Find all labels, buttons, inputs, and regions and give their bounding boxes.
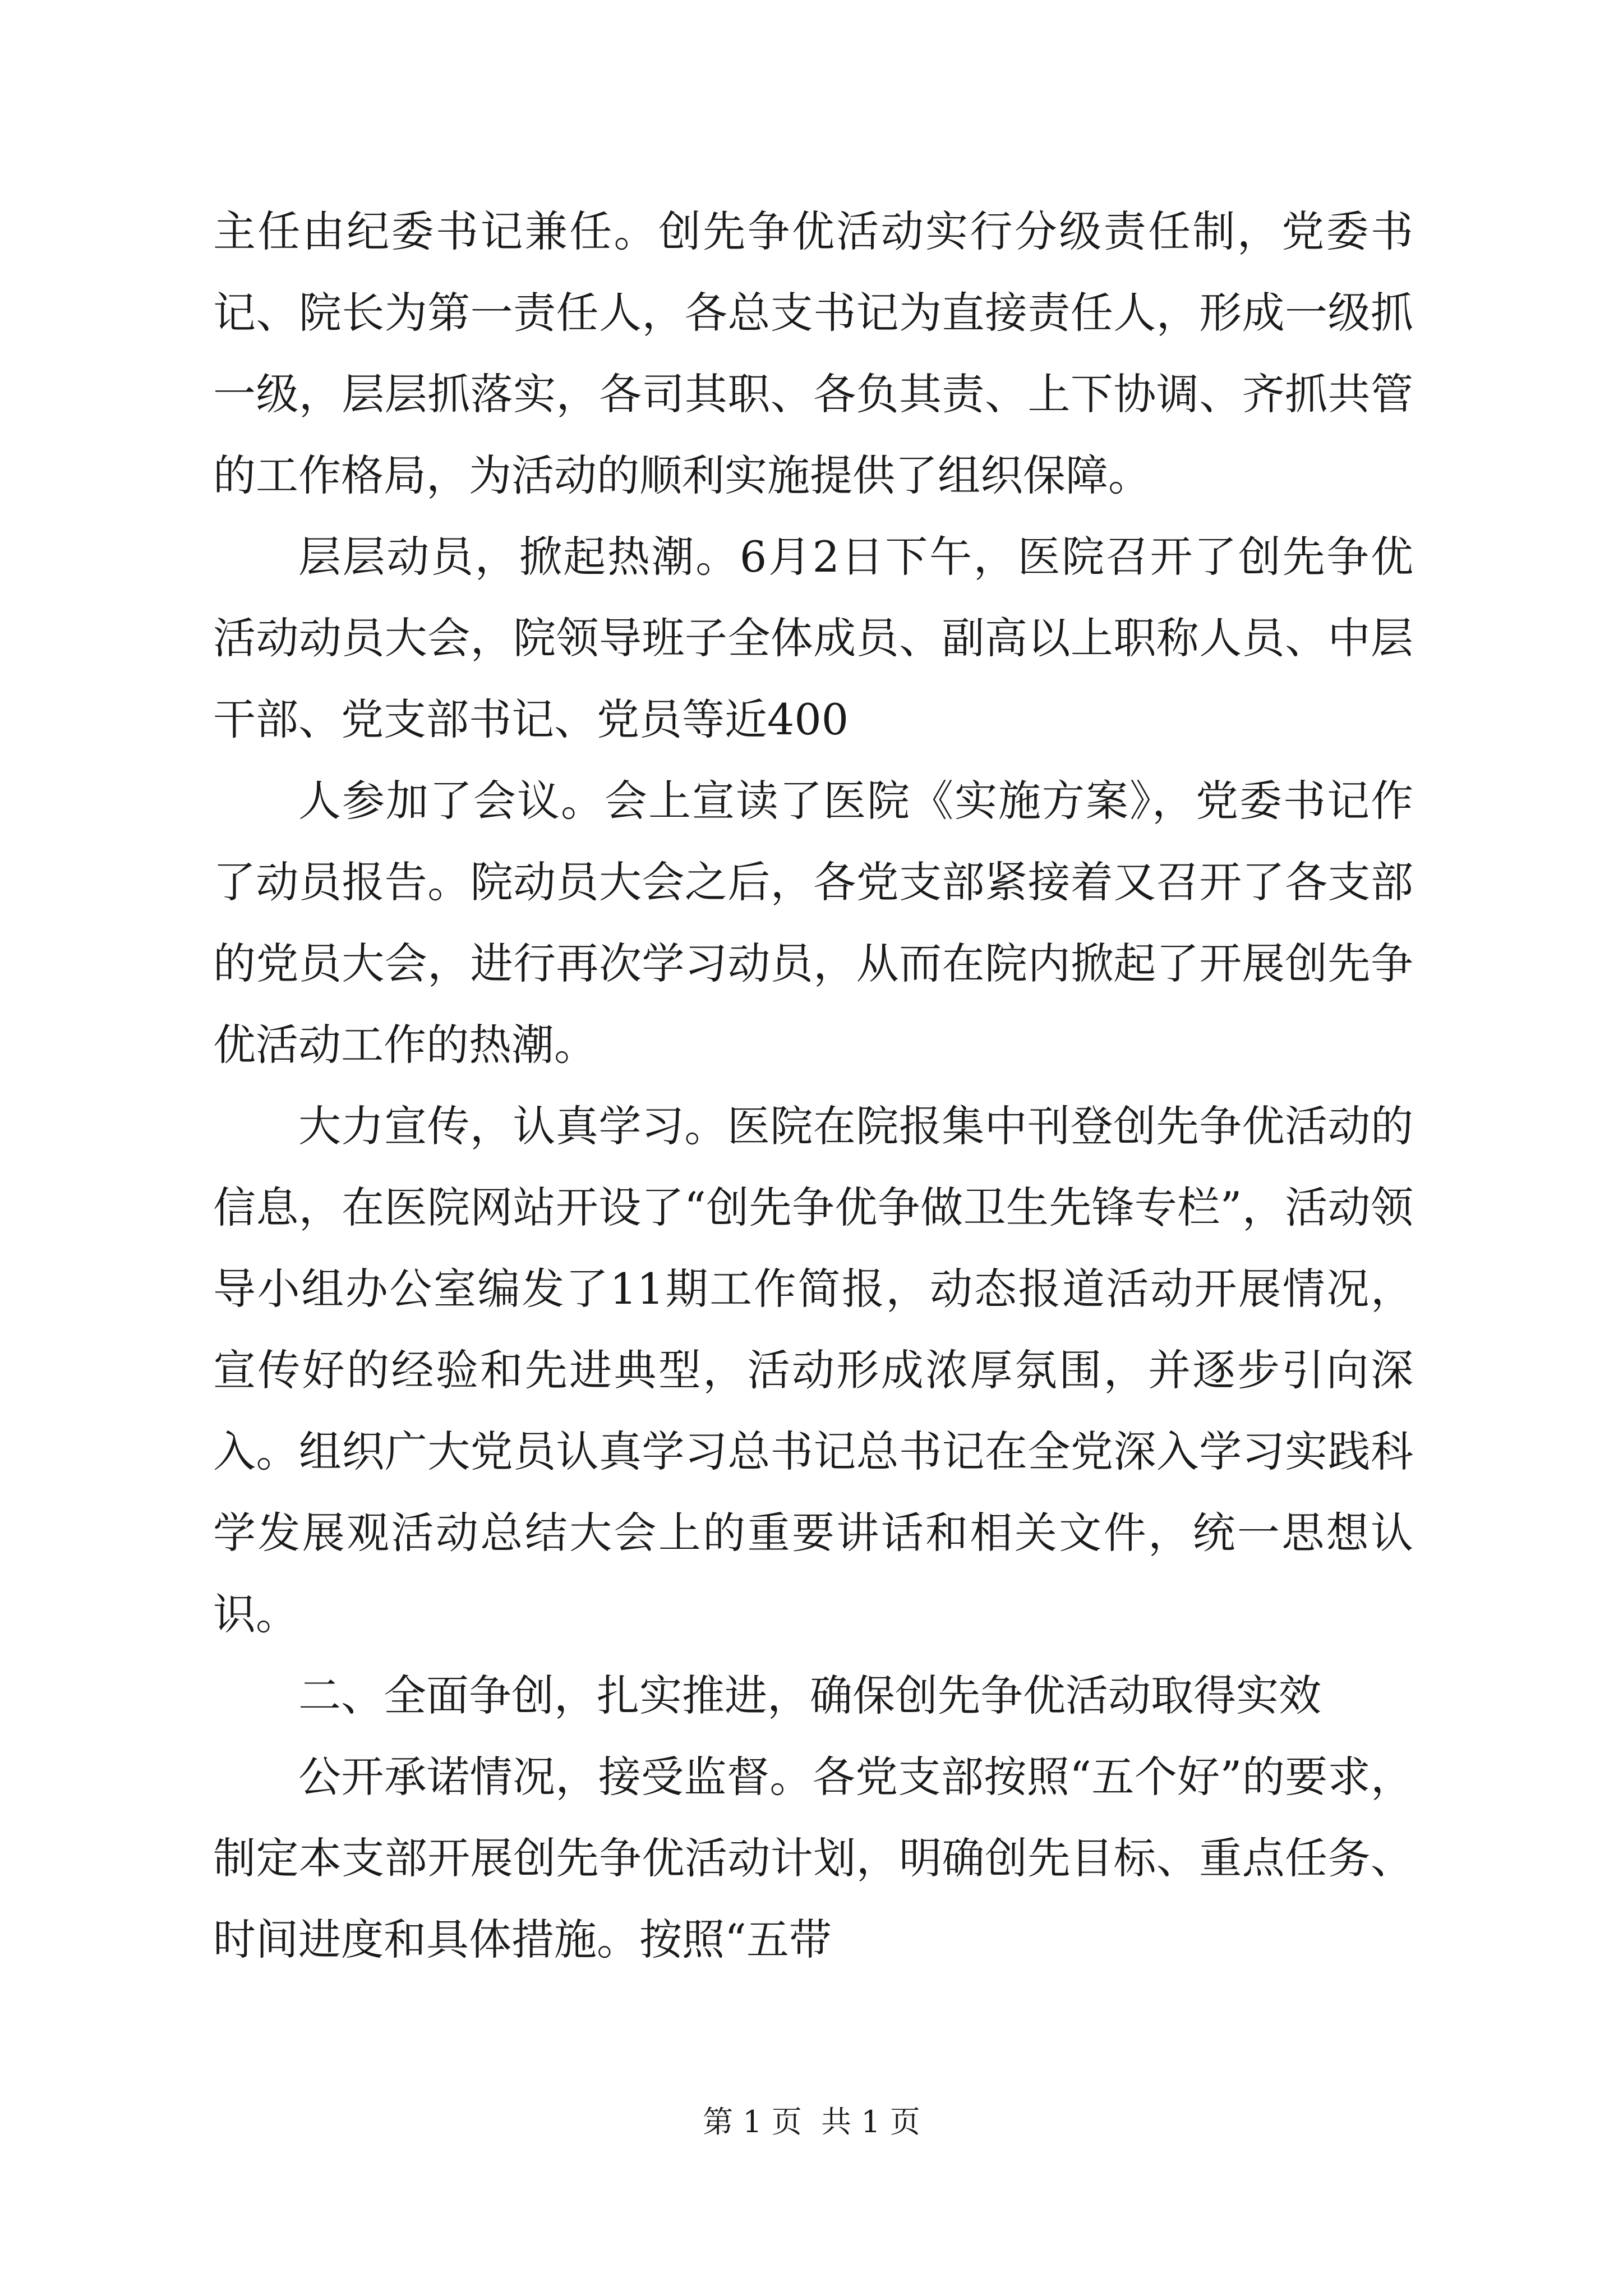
paragraph-meeting: 人参加了会议。会上宣读了医院《实施方案》，党委书记作了动员报告。院动员大会之后，各党支部紧接着又召开了各支部的党员大会，进行再次学习动员，从而在院内掀起了开展创先争优活动工作的热潮。 bbox=[213, 776, 1413, 1070]
document-body bbox=[213, 191, 1413, 1980]
paragraph-commitment: 公开承诺情况，接受监督。各党支部按照“五个好”的要求，制定本支部开展创先争优活动计划，明确创先目标、重点任务、时间进度和具体措施。按照“五带 bbox=[213, 1752, 1413, 1964]
paragraph-publicity: 大力宣传，认真学习。医院在院报集中刊登创先争优活动的信息，在医院网站开设了“创先争优争做卫生先锋专栏”，活动领导小组办公室编发了11期工作简报，动态报道活动开展情况，宣传好的经验和先进典型，活动形成浓厚氛围，并逐步引向深入。组织广大党员认真学习总书记总书记在全党深入学习实践科学发展观活动总结大会上的重要讲话和相关文件，统一思想认识。 bbox=[213, 1101, 1413, 1639]
paragraph-org-structure: 主任由纪委书记兼任。创先争优活动实行分级责任制，党委书记、院长为第一责任人，各总支书记为直接责任人，形成一级抓一级，层层抓落实，各司其职、各负其责、上下协调、齐抓共管的工作格局，为活动的顺利实施提供了组织保障。 bbox=[213, 206, 1413, 500]
page-footer: 第 1 页 共 1 页 bbox=[703, 2104, 920, 2139]
paragraph-mobilization: 层层动员，掀起热潮。6月2日下午，医院召开了创先争优活动动员大会，院领导班子全体成员、副高以上职称人员、中层干部、党支部书记、党员等近400 bbox=[213, 532, 1413, 744]
section-heading: 二、全面争创，扎实推进，确保创先争优活动取得实效 bbox=[298, 1671, 1321, 1720]
